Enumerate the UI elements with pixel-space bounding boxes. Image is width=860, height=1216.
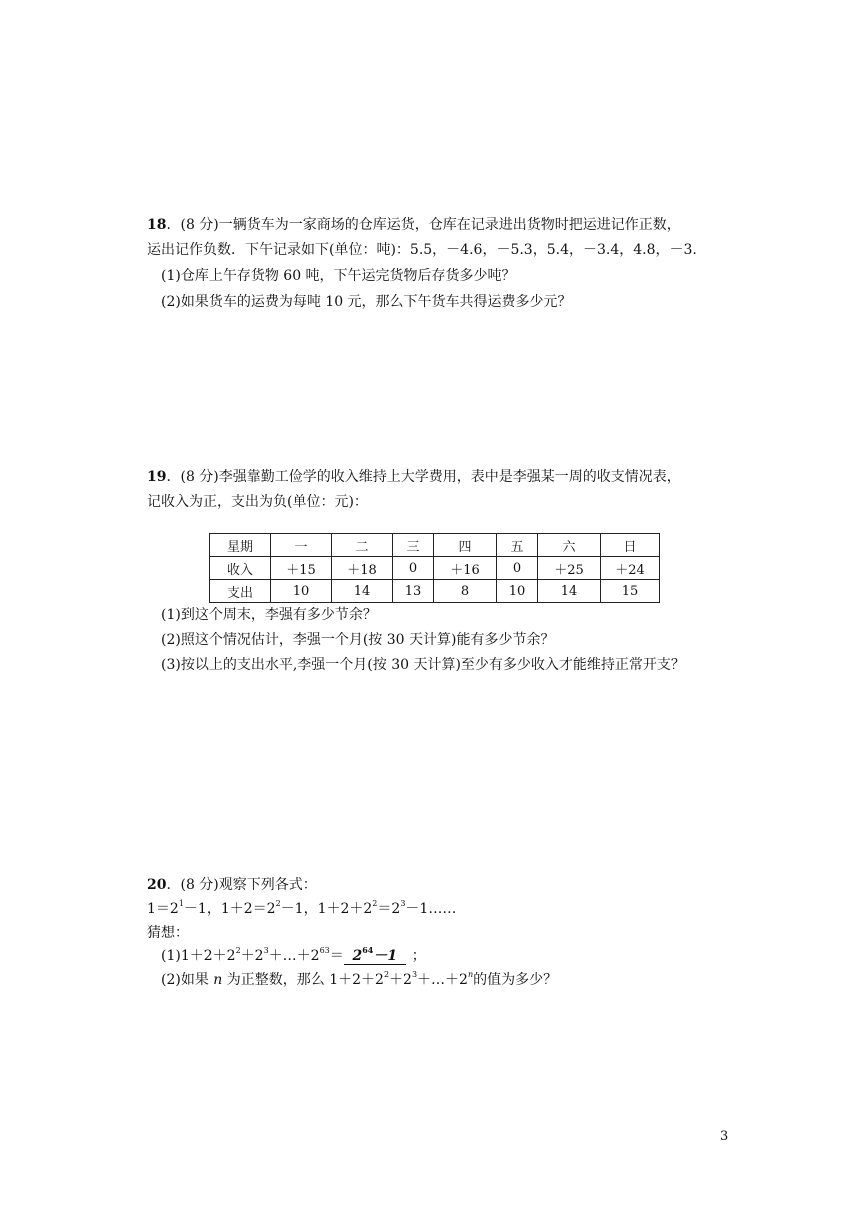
q19-sub3: (3)按以上的支出水平,李强一个月(按 30 天计算)至少有多少收入才能维持正常开支？	[161, 657, 685, 673]
answer-blank	[344, 945, 406, 965]
page-number: 3	[720, 1129, 729, 1144]
table-cell: 六	[538, 534, 601, 557]
table-cell: ＋24	[601, 557, 660, 580]
q18-line2: 运出记作负数．下午记录如下(单位：吨)：5.5，－4.6，－5.3，5.4，－3.4，4.8，－3.	[147, 242, 697, 258]
equation-text: (1)1＋2＋2	[161, 948, 236, 964]
question-text: 为正整数，那么 1＋2＋2	[222, 972, 384, 988]
table-cell: ＋15	[271, 557, 332, 580]
table-cell: 10	[497, 580, 538, 603]
equation-text: ＋2	[240, 948, 264, 964]
equation-text: －1……	[405, 901, 457, 917]
table-cell: 15	[601, 580, 660, 603]
q19-sub1: (1)到这个周末，李强有多少节余？	[161, 607, 377, 623]
table-cell: 五	[497, 534, 538, 557]
q20-number: 20	[147, 877, 167, 893]
table-cell: 0	[393, 557, 434, 580]
question-text: ＋2	[389, 972, 412, 988]
q19-sub2: (2)照这个情况估计，李强一个月(按 30 天计算)能有多少节余？	[161, 632, 555, 648]
table-cell: 支出	[210, 580, 271, 603]
q19-line1	[147, 467, 681, 487]
q20-line1	[147, 875, 317, 895]
q18-sub2: (2)如果货车的运费为每吨 10 元，那么下午货车共得运费多少元？	[161, 294, 572, 310]
exponent: 2	[372, 899, 378, 908]
q20-sub1	[161, 946, 426, 966]
table-cell: 二	[332, 534, 393, 557]
equation-text: ＝2	[377, 901, 401, 917]
table-header-row	[210, 534, 660, 557]
table-cell: 日	[601, 534, 660, 557]
q18-sub1: (1)仓库上午存货物 60 吨，下午运完货物后存货多少吨？	[161, 268, 516, 284]
equation-text: ；	[411, 948, 426, 964]
income-expense-table	[209, 533, 660, 603]
question-text: (2)如果	[161, 972, 214, 988]
exponent: 3	[400, 899, 406, 908]
exponent: n	[467, 970, 474, 979]
q19-line2: 记收入为正，支出为负(单位：元)：	[147, 494, 368, 510]
q18-number: 18	[147, 217, 167, 233]
q18-stem-part1: ．(8 分)一辆货车为一家商场的仓库运货，仓库在记录进出货物时把运进记作正数，	[166, 217, 681, 233]
table-cell: 三	[393, 534, 434, 557]
table-cell: 星期	[210, 534, 271, 557]
exponent: 2	[235, 946, 241, 955]
q19-number: 19	[147, 469, 167, 485]
table-cell: 14	[332, 580, 393, 603]
exponent: 63	[319, 946, 330, 955]
table-cell: 一	[271, 534, 332, 557]
exponent: 3	[263, 946, 269, 955]
table-cell: ＋18	[332, 557, 393, 580]
table-cell: 四	[434, 534, 497, 557]
table-cell: 14	[538, 580, 601, 603]
table-cell: 0	[497, 557, 538, 580]
equation-text: 1＝2	[147, 901, 179, 917]
exponent: 1	[178, 899, 184, 908]
answer-base: 2	[352, 948, 363, 964]
q20-stem-part1: ．(8 分)观察下列各式：	[166, 877, 317, 893]
exponent: 64	[362, 945, 374, 955]
equation-text: ＋…＋2	[268, 948, 320, 964]
question-text: 的值为多少？	[473, 972, 558, 988]
question-text: ＋…＋2	[417, 972, 468, 988]
equation-text: －1，1＋2＝2	[183, 901, 276, 917]
q18-line1	[147, 215, 681, 235]
equation-text: －1，1＋2＋2	[280, 901, 373, 917]
table-cell: ＋25	[538, 557, 601, 580]
table-cell: 收入	[210, 557, 271, 580]
table-cell: 10	[271, 580, 332, 603]
q20-sub2	[161, 970, 557, 990]
q20-guess-label: 猜想：	[147, 925, 189, 941]
equation-text: ＝	[329, 948, 344, 964]
answer-tail: －1	[373, 948, 398, 964]
exponent: 2	[383, 970, 390, 979]
exponent: 2	[275, 899, 281, 908]
exponent: 3	[411, 970, 418, 979]
table-cell: 13	[393, 580, 434, 603]
table-row	[210, 557, 660, 580]
table-cell: 8	[434, 580, 497, 603]
variable-n: n	[213, 972, 223, 988]
table-row	[210, 580, 660, 603]
table-cell: ＋16	[434, 557, 497, 580]
q20-equations	[147, 899, 456, 919]
q19-stem-part1: ．(8 分)李强靠勤工俭学的收入维持上大学费用，表中是李强某一周的收支情况表，	[166, 469, 681, 485]
